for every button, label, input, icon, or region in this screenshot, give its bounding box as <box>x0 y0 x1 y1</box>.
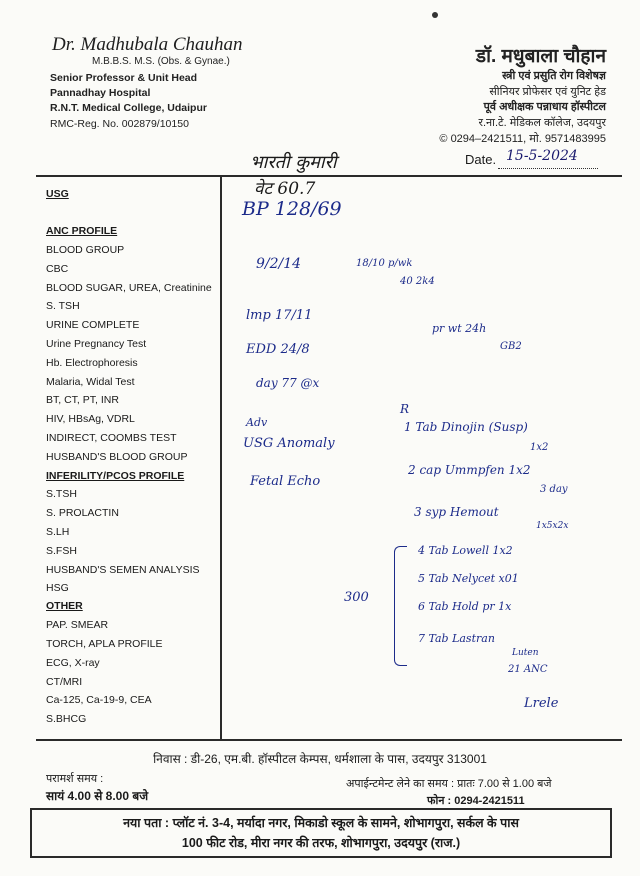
column-divider <box>220 175 222 740</box>
rx-line-5: 5 Tab Nelycet x01 <box>418 572 519 585</box>
qualifications-en: M.B.B.S. M.S. (Obs. & Gynae.) <box>92 56 230 67</box>
list-item: ECG, X-ray <box>46 657 100 669</box>
usg-heading: USG <box>46 188 69 200</box>
bp-note: BP 128/69 <box>242 198 342 220</box>
corner-dot <box>432 12 438 18</box>
doctor-name-hi: डॉ. मधुबाला चौहान <box>475 46 606 67</box>
other-heading: OTHER <box>46 600 83 612</box>
rx-line-7-note: Luten <box>512 648 539 658</box>
list-item: S. TSH <box>46 300 80 312</box>
list-item: CT/MRI <box>46 676 83 688</box>
registration-en: RMC-Reg. No. 002879/10150 <box>50 118 189 130</box>
list-item: CBC <box>46 263 69 275</box>
list-item: S.TSH <box>46 488 77 500</box>
weight-note: वेट 60.7 <box>254 179 316 199</box>
infertility-heading: INFERILITY/PCOS PROFILE <box>46 470 185 482</box>
rx-bracket <box>394 546 407 666</box>
list-item: HUSBAND'S BLOOD GROUP <box>46 451 188 463</box>
note-number: 300 <box>344 590 369 605</box>
list-item: S.LH <box>46 526 70 538</box>
note-day: day 77 @x <box>256 376 320 390</box>
consult-time: सायं 4.00 से 8.00 बजे <box>46 789 149 803</box>
hospital-en: Pannadhay Hospital <box>50 87 151 99</box>
date-label: Date. <box>465 152 497 167</box>
note-gb: GB2 <box>500 341 522 352</box>
list-item: PAP. SMEAR <box>46 619 109 631</box>
rx-line-4: 4 Tab Lowell 1x2 <box>418 544 513 557</box>
rx-anc: 21 ANC <box>508 664 548 675</box>
note-fetal-echo: Fetal Echo <box>250 474 321 489</box>
appointment-time: अपाईन्टमेन्ट लेने का समय : प्रातः 7.00 से 1.00 बजे <box>346 778 552 790</box>
new-address-line-1: नया पता : प्लॉट नं. 3-4, मर्यादा नगर, मिकाडो स्कूल के सामने, शोभागपुरा, सर्कल के पास <box>123 816 519 830</box>
list-item: BLOOD SUGAR, UREA, Creatinine <box>46 282 212 294</box>
note-gravida: 9/2/14 <box>256 256 302 272</box>
note-weeks: 18/10 p/wk <box>356 258 413 269</box>
rx-line-3: 3 syp Hemout <box>414 505 499 519</box>
list-item: S. PROLACTIN <box>46 507 119 519</box>
note-size: 40 2k4 <box>400 276 435 287</box>
list-item: Urine Pregnancy Test <box>46 338 147 350</box>
rx-line-1-dose: 1x2 <box>530 442 549 453</box>
date-underline <box>498 168 598 169</box>
list-item: INDIRECT, COOMBS TEST <box>46 432 177 444</box>
rx-symbol: R <box>400 402 410 416</box>
phone-hi: © 0294–2421511, मो. 9571483995 <box>439 133 606 145</box>
list-item: Ca-125, Ca-19-9, CEA <box>46 694 152 706</box>
patient-name: भारती कुमारी <box>250 152 337 173</box>
footer-divider <box>36 739 622 741</box>
residence-address: निवास : डी-26, एम.बी. हॉस्पीटल केम्पस, धर्मशाला के पास, उदयपुर 313001 <box>153 752 487 766</box>
list-item: HSG <box>46 582 69 594</box>
new-address-box <box>30 808 612 858</box>
rx-line-6: 6 Tab Hold pr 1x <box>418 600 512 613</box>
new-address-line-2: 100 फीट रोड, मीरा नगर की तरफ, शोभागपुरा, उदयपुर (राज.) <box>181 836 461 850</box>
date-value: 15-5-2024 <box>506 148 578 164</box>
header-divider <box>36 175 622 177</box>
list-item: S.FSH <box>46 545 77 557</box>
doctor-name-en: Dr. Madhubala Chauhan <box>52 34 243 55</box>
signature: Lrele <box>524 696 559 711</box>
list-item: HUSBAND'S SEMEN ANALYSIS <box>46 564 200 576</box>
list-item: HIV, HBsAg, VDRL <box>46 413 135 425</box>
list-item: S.BHCG <box>46 713 87 725</box>
list-item: BLOOD GROUP <box>46 244 125 256</box>
former-hi: पूर्व अधीक्षक पन्नाधाय हॉस्पीटल <box>483 101 606 113</box>
rx-line-2: 2 cap Ummpfen 1x2 <box>408 463 531 477</box>
list-item: Malaria, Widal Test <box>46 376 135 388</box>
list-item: TORCH, APLA PROFILE <box>46 638 163 650</box>
note-edd: EDD 24/8 <box>246 342 310 357</box>
footer-phone: फोन : 0294-2421511 <box>427 795 525 807</box>
note-prev-weight: pr wt 24h <box>432 322 487 335</box>
college-en: R.N.T. Medical College, Udaipur <box>50 102 207 114</box>
title-en: Senior Professor & Unit Head <box>50 72 198 84</box>
consult-label: परामर्श समय : <box>46 773 104 785</box>
rx-line-1: 1 Tab Dinojin (Susp) <box>404 420 528 434</box>
anc-heading: ANC PROFILE <box>46 225 118 237</box>
rx-line-7: 7 Tab Lastran <box>418 632 495 645</box>
list-item: BT, CT, PT, INR <box>46 394 119 406</box>
list-item: Hb. Electrophoresis <box>46 357 138 369</box>
specialty-hi: स्त्री एवं प्रसुति रोग विशेषज्ञ <box>502 70 606 82</box>
rx-line-3-dose: 1x5x2x <box>536 521 569 531</box>
rx-line-2-dose: 3 day <box>540 484 568 495</box>
list-item: URINE COMPLETE <box>46 319 140 331</box>
note-advice: Adv <box>246 416 268 429</box>
note-lmp: lmp 17/11 <box>246 308 313 323</box>
note-usg: USG Anomaly <box>243 436 335 451</box>
college-hi: र.ना.टे. मेडिकल कॉलेज, उदयपुर <box>478 117 606 129</box>
title-hi: सीनियर प्रोफेसर एवं युनिट हेड <box>489 86 606 98</box>
